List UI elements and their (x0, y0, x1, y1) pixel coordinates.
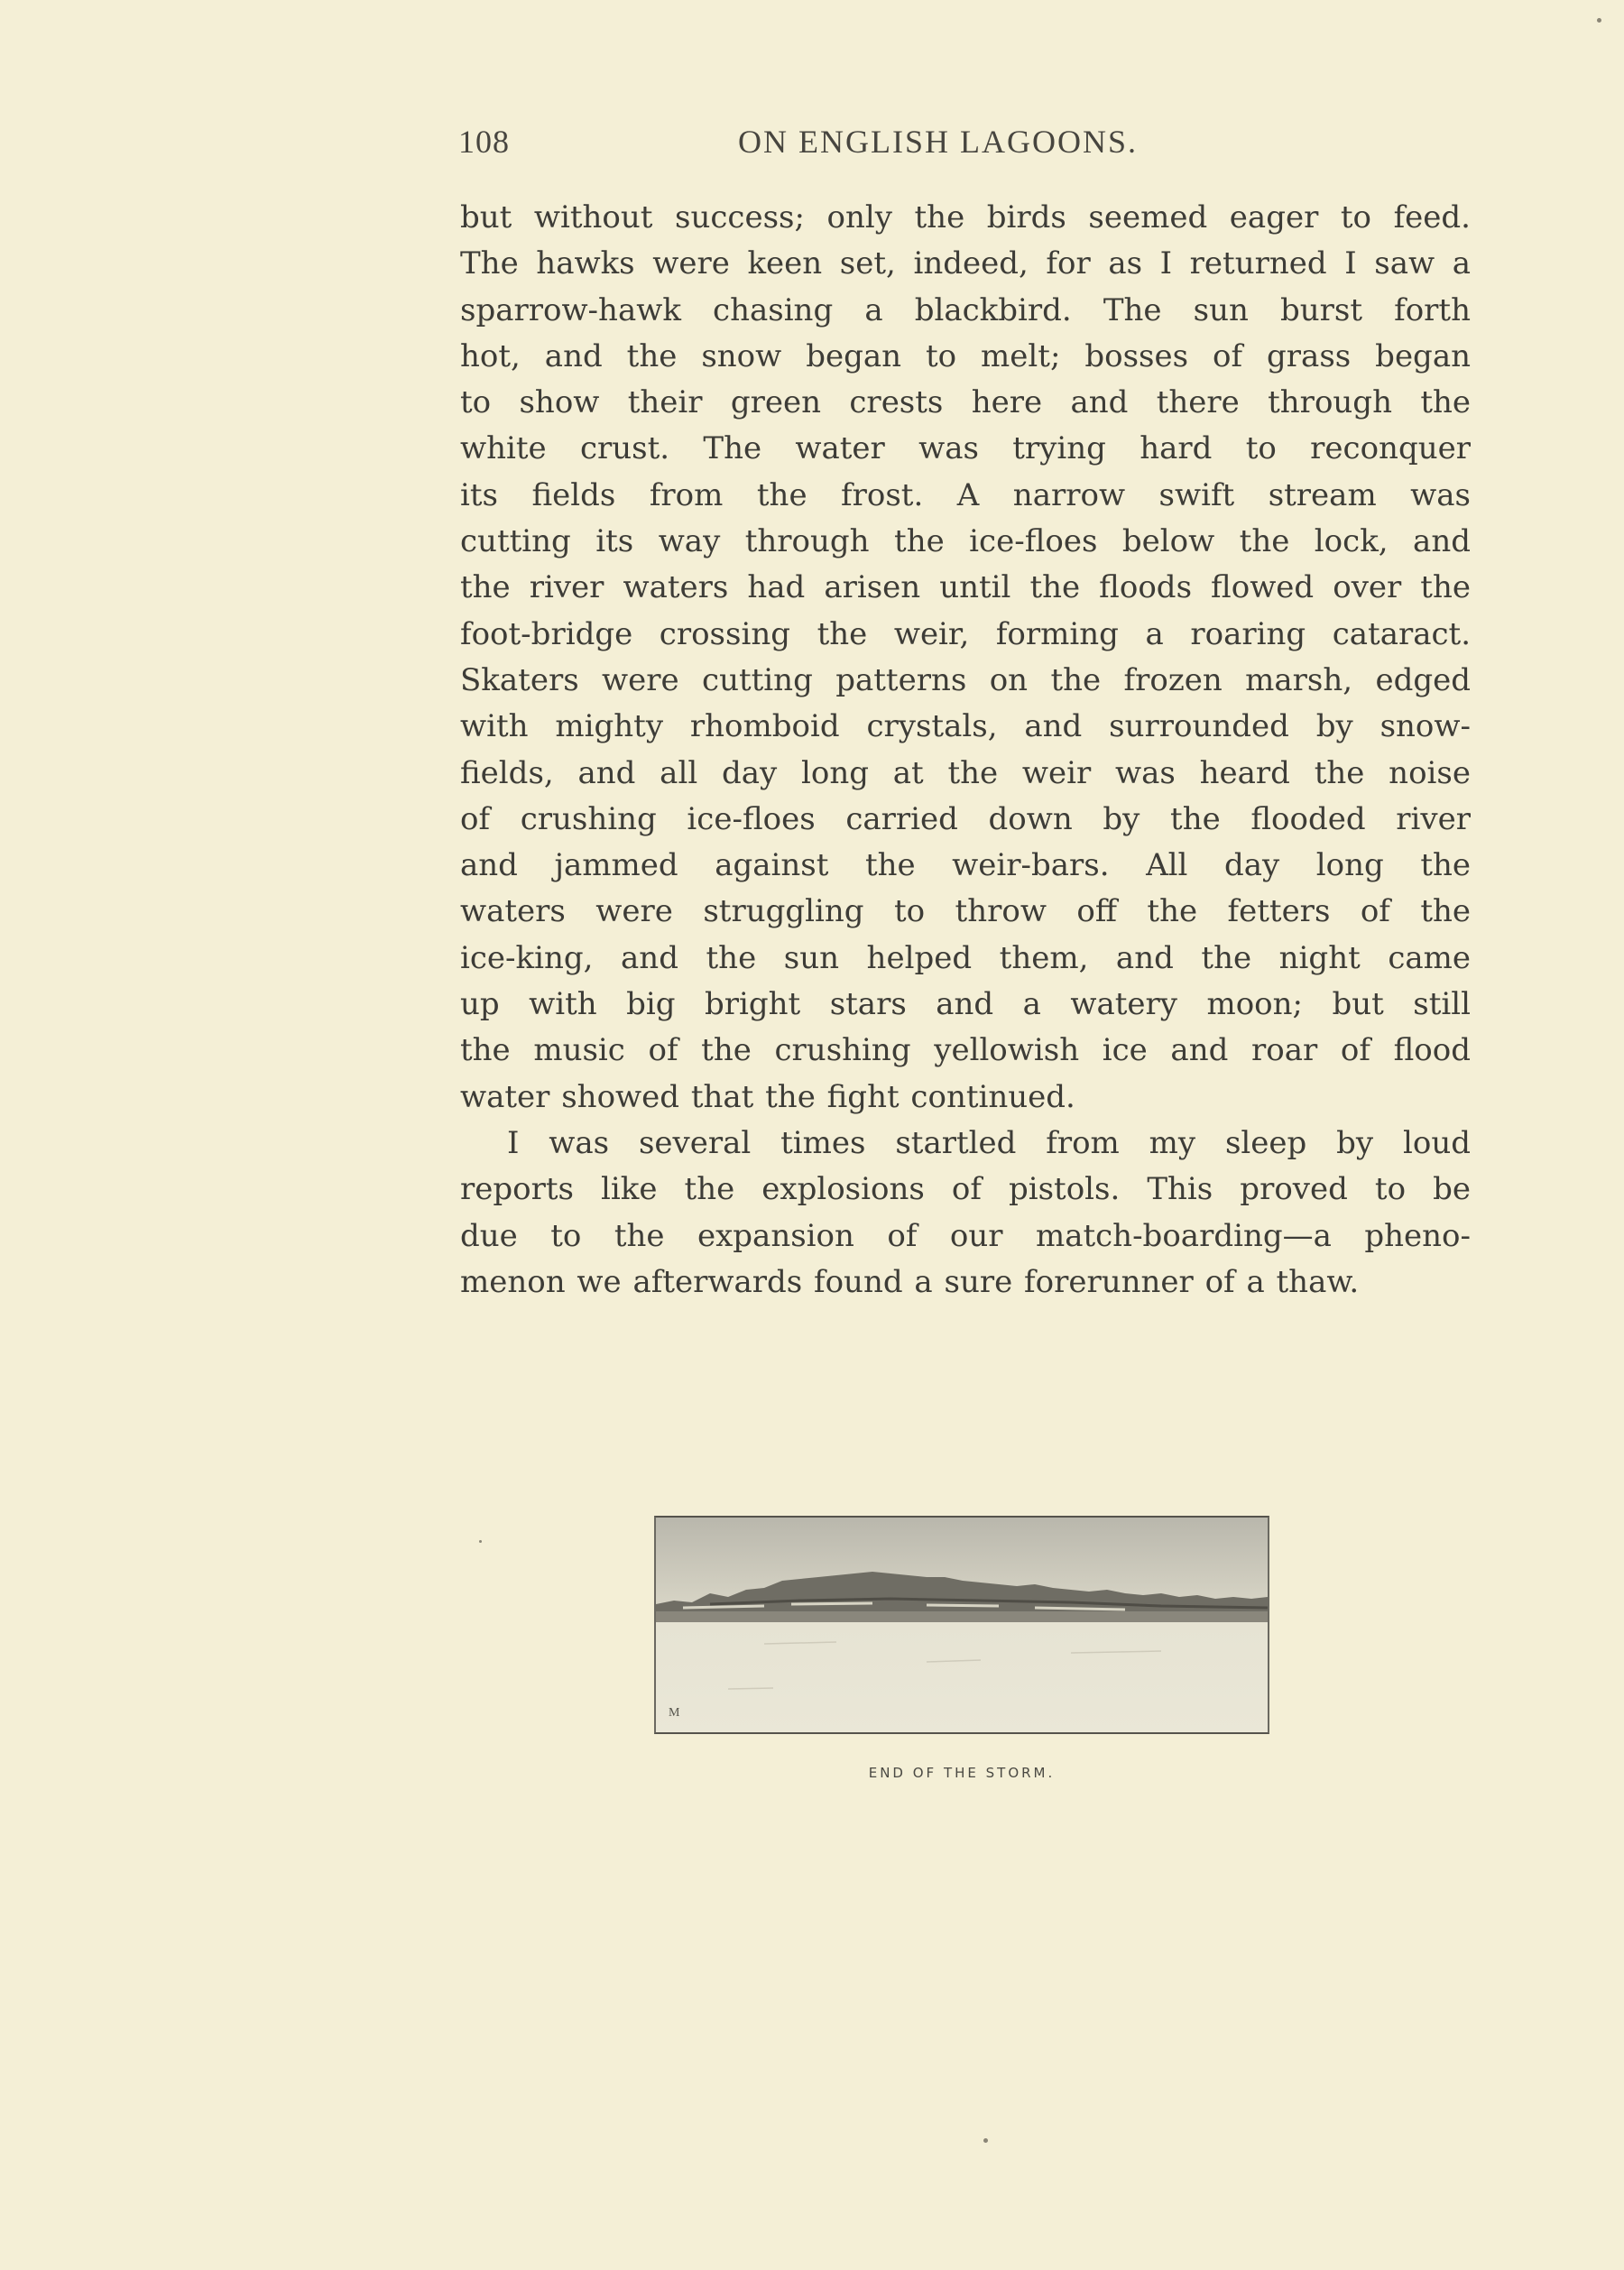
storm-landscape-illustration (656, 1518, 1268, 1732)
text-line: The hawks were keen set, indeed, for as I returned I saw a (460, 245, 1471, 282)
artist-monogram: M (669, 1706, 680, 1720)
figure-caption: END OF THE STORM. (868, 1765, 1056, 1781)
text-line: up with big bright stars and a watery moon; but still (460, 986, 1471, 1023)
text-line: of crushing ice-floes carried down by the flooded river (460, 800, 1471, 837)
text-line: the music of the crushing yellowish ice and roar of flood (460, 1032, 1471, 1069)
text-line: fields, and all day long at the weir was heard the noise (460, 754, 1471, 791)
text-line: with mighty rhomboid crystals, and surrounded by snow- (460, 708, 1471, 745)
text-line: due to the expansion of our match-boarding—a pheno- (460, 1217, 1471, 1254)
paper-speck (983, 2138, 988, 2143)
text-line: but without success; only the birds seemed eager to feed. (460, 199, 1471, 235)
figure-plate (654, 1516, 1269, 1734)
text-line: its fields from the frost. A narrow swift stream was (460, 476, 1471, 513)
page-number: 108 (458, 124, 510, 160)
text-line: sparrow-hawk chasing a blackbird. The sun burst forth (460, 291, 1471, 328)
text-line: and jammed against the weir-bars. All day long the (460, 847, 1471, 884)
text-line: reports like the explosions of pistols. This proved to be (460, 1171, 1471, 1208)
text-line: hot, and the snow began to melt; bosses of grass began (460, 337, 1471, 374)
text-line: cutting its way through the ice-floes below the lock, and (460, 523, 1471, 560)
text-line: to show their green crests here and there through the (460, 384, 1471, 421)
text-line: Skaters were cutting patterns on the frozen marsh, edged (460, 661, 1471, 698)
running-head: ON ENGLISH LAGOONS. (738, 124, 1138, 160)
text-line: water showed that the fight continued. (460, 1078, 1075, 1115)
text-line: menon we afterwards found a sure forerunner of a thaw. (460, 1263, 1360, 1300)
text-line: I was several times startled from my sleep by loud (507, 1124, 1471, 1161)
body-text (460, 195, 1471, 1306)
page-header (458, 115, 1469, 170)
text-line: foot-bridge crossing the weir, forming a roaring cataract. (460, 615, 1471, 652)
text-line: white crust. The water was trying hard to reconquer (460, 430, 1471, 467)
paper-speck (1597, 18, 1601, 23)
text-line: the river waters had arisen until the floods flowed over the (460, 569, 1471, 606)
text-line: ice-king, and the sun helped them, and the night came (460, 939, 1471, 976)
text-line: waters were struggling to throw off the fetters of the (460, 893, 1471, 930)
paper-speck (479, 1540, 482, 1543)
